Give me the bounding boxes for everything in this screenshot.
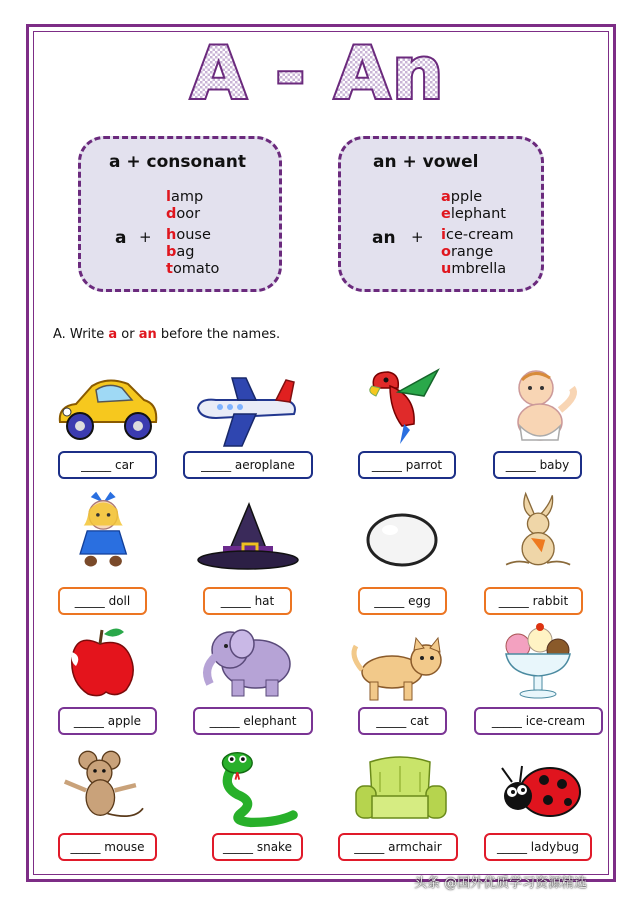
plus-sign: + bbox=[139, 228, 152, 246]
plus-sign: + bbox=[411, 228, 424, 246]
baby-image bbox=[488, 366, 598, 446]
ladybug-image bbox=[488, 754, 598, 834]
example-word: door bbox=[166, 206, 201, 222]
example-word: tomato bbox=[166, 261, 220, 277]
answer-field-armchair[interactable]: _____ armchair bbox=[338, 833, 458, 861]
answer-field-cat[interactable]: _____ cat bbox=[358, 707, 447, 735]
answer-field-hat[interactable]: _____ hat bbox=[203, 587, 292, 615]
watermark-text: 头条 @国外优质学习资源精选 bbox=[414, 876, 588, 891]
answer-field-baby[interactable]: _____ baby bbox=[493, 451, 582, 479]
answer-field-elephant[interactable]: _____ elephant bbox=[193, 707, 313, 735]
article-a: a bbox=[115, 228, 127, 248]
example-word: apple bbox=[441, 189, 483, 205]
answer-field-car[interactable]: _____ car bbox=[58, 451, 157, 479]
answer-field-apple[interactable]: _____ apple bbox=[58, 707, 157, 735]
example-word: ice-cream bbox=[441, 227, 514, 243]
article-an: an bbox=[372, 228, 396, 248]
answer-field-mouse[interactable]: _____ mouse bbox=[58, 833, 157, 861]
rabbit-image bbox=[484, 490, 594, 570]
answer-field-aeroplane[interactable]: _____ aeroplane bbox=[183, 451, 313, 479]
apple-image bbox=[46, 622, 156, 702]
example-word: bag bbox=[166, 244, 195, 260]
parrot-image bbox=[350, 366, 460, 446]
answer-field-parrot[interactable]: _____ parrot bbox=[358, 451, 456, 479]
instruction-text: A. Write a or an before the names. bbox=[53, 327, 281, 342]
rule-box-consonant bbox=[78, 136, 282, 292]
hat-image bbox=[193, 500, 303, 580]
mouse-image bbox=[48, 746, 158, 826]
title-banner bbox=[0, 36, 640, 106]
example-word: orange bbox=[441, 244, 494, 260]
snake-image bbox=[200, 748, 310, 828]
answer-field-doll[interactable]: _____ doll bbox=[58, 587, 147, 615]
example-word: house bbox=[166, 227, 211, 243]
answer-field-rabbit[interactable]: _____ rabbit bbox=[484, 587, 583, 615]
egg-image bbox=[350, 500, 460, 580]
answer-field-snake[interactable]: _____ snake bbox=[212, 833, 303, 861]
armchair-image bbox=[346, 752, 456, 832]
example-word: lamp bbox=[166, 189, 204, 205]
rule-box-vowel bbox=[338, 136, 544, 292]
example-word: elephant bbox=[441, 206, 506, 222]
car-image bbox=[52, 370, 162, 450]
cat-image bbox=[346, 626, 456, 706]
answer-field-ice-cream[interactable]: _____ ice-cream bbox=[474, 707, 603, 735]
doll-image bbox=[58, 490, 168, 570]
ice-cream-image bbox=[484, 620, 594, 700]
answer-field-egg[interactable]: _____ egg bbox=[358, 587, 447, 615]
rule-heading-consonant: a + consonant bbox=[109, 152, 247, 172]
rule-heading-vowel: an + vowel bbox=[373, 152, 479, 172]
answer-field-ladybug[interactable]: _____ ladybug bbox=[484, 833, 592, 861]
aeroplane-image bbox=[190, 370, 300, 450]
page-title: A - An bbox=[190, 36, 446, 106]
example-word: umbrella bbox=[441, 261, 507, 277]
elephant-image bbox=[196, 620, 306, 700]
